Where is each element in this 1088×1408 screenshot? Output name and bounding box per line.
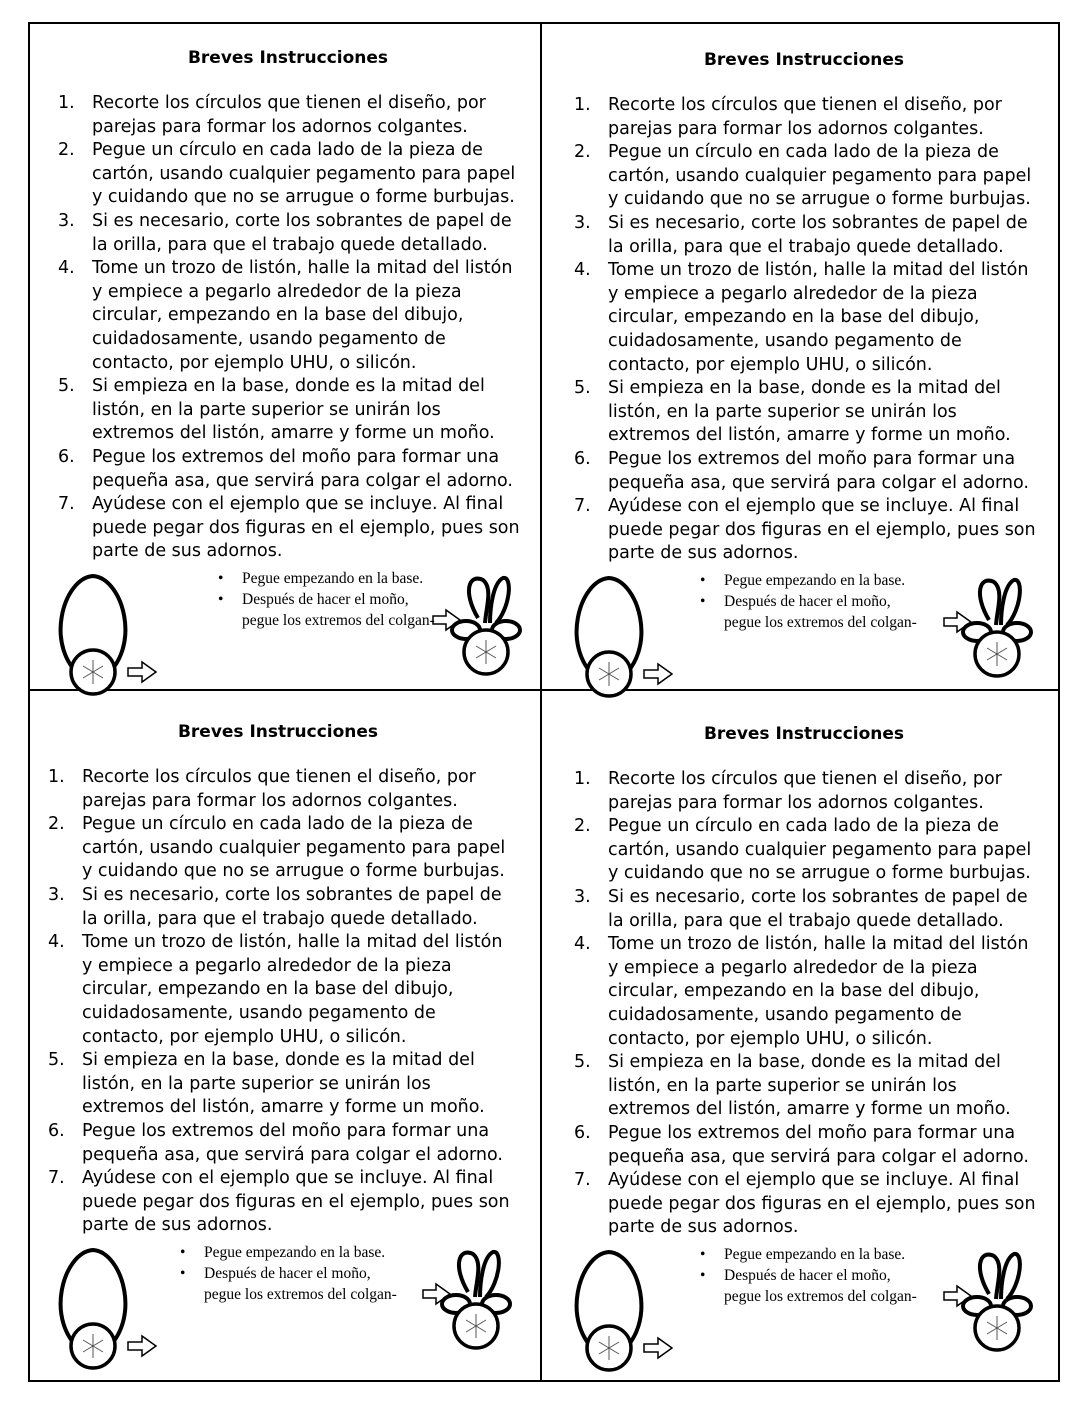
step-item xyxy=(574,141,1044,212)
ribbon-loop-figure xyxy=(577,578,672,696)
steps-list xyxy=(48,766,518,1238)
step-number: 6. xyxy=(574,1122,591,1143)
bow-loop-figure xyxy=(944,1254,1031,1350)
bullet-text: Pegue empezando en la base. xyxy=(242,570,424,587)
step-text: Pegue un círculo en cada lado de la pieza de cartón, usando cualquier pegamento para papel y cuidando que no se arrugue o forme burbujas. xyxy=(82,814,506,882)
steps-list xyxy=(58,92,528,564)
step-number: 2. xyxy=(574,142,591,163)
step-number: 3. xyxy=(48,884,65,905)
step-item xyxy=(574,1051,1044,1122)
step-number: 1. xyxy=(58,93,75,113)
bullet-dot: • xyxy=(700,572,706,589)
step-item xyxy=(48,1167,518,1238)
card-title: Breves Instrucciones xyxy=(703,724,905,744)
step-item xyxy=(574,1122,1044,1169)
card-title: Breves Instrucciones xyxy=(177,722,379,742)
bullet-continuation: pegue los extremos del colgan- xyxy=(204,1286,397,1303)
bullet-item xyxy=(176,1263,397,1284)
step-text: Pegue un círculo en cada lado de la pieza de cartón, usando cualquier pegamento para papel y cuidando que no se arrugue o forme burbujas. xyxy=(92,140,516,208)
step-item xyxy=(574,495,1044,566)
step-text: Si es necesario, corte los sobrantes de papel de la orilla, para que el trabajo quede detallado. xyxy=(608,886,1028,931)
bow-loop-figure xyxy=(433,578,520,674)
step-number: 4. xyxy=(574,934,591,955)
bullet-notes xyxy=(696,1244,917,1307)
step-item xyxy=(48,813,518,884)
step-item xyxy=(48,884,518,931)
step-number: 6. xyxy=(574,448,591,469)
bullet-dot: • xyxy=(700,593,706,610)
bullet-notes xyxy=(696,570,917,633)
bullet-text: Después de hacer el moño, xyxy=(242,591,409,608)
steps-list xyxy=(574,768,1044,1240)
step-text: Pegue los extremos del moño para formar una pequeña asa, que servirá para colgar el adorno. xyxy=(82,1120,503,1165)
bullet-item xyxy=(696,570,917,591)
step-item xyxy=(574,1169,1044,1240)
step-item xyxy=(574,94,1044,141)
step-text: Si es necesario, corte los sobrantes de papel de la orilla, para que el trabajo quede detallado. xyxy=(92,210,512,255)
step-number: 1. xyxy=(574,769,591,789)
bullet-continuation: pegue los extremos del colgan- xyxy=(724,1288,917,1305)
bullet-text: Después de hacer el moño, xyxy=(724,593,891,610)
step-text: Pegue los extremos del moño para formar una pequeña asa, que servirá para colgar el adorno. xyxy=(608,448,1029,493)
step-text: Recorte los círculos que tienen el diseño, por parejas para formar los adornos colgantes. xyxy=(608,95,1002,139)
step-item xyxy=(48,931,518,1049)
step-number: 2. xyxy=(48,814,65,835)
ribbon-loop-figure xyxy=(61,576,156,694)
bullet-notes xyxy=(214,568,435,631)
step-item xyxy=(574,815,1044,886)
bullet-item xyxy=(696,1244,917,1265)
step-number: 7. xyxy=(58,494,75,515)
step-number: 6. xyxy=(58,446,75,467)
step-text: Tome un trozo de listón, halle la mitad del listón y empiece a pegarlo alrededor de la pieza circular, empezando en la base del dibujo, cuidadosamente, usando pegamento de contacto, por ejemplo UHU, o silicón. xyxy=(608,934,1029,1049)
step-text: Si empieza en la base, donde es la mitad del listón, en la parte superior se unirán los extremos del listón, amarre y forme un moño. xyxy=(608,1052,1011,1120)
step-number: 3. xyxy=(574,886,591,907)
instruction-card-top-left xyxy=(38,48,538,708)
step-text: Si empieza en la base, donde es la mitad del listón, en la parte superior se unirán los extremos del listón, amarre y forme un moño. xyxy=(608,378,1011,446)
bullet-item xyxy=(214,568,435,589)
step-item xyxy=(574,377,1044,448)
step-number: 2. xyxy=(58,140,75,161)
card-title: Breves Instrucciones xyxy=(187,48,389,68)
instruction-card-top-right xyxy=(554,50,1054,710)
step-item xyxy=(574,212,1044,259)
step-text: Tome un trozo de listón, halle la mitad del listón y empiece a pegarlo alrededor de la pieza circular, empezando en la base del dibujo, cuidadosamente, usando pegamento de contacto, por ejemplo UHU, o silicón. xyxy=(608,260,1029,375)
vertical-cut-line xyxy=(540,22,542,1382)
step-item xyxy=(48,1049,518,1120)
ornament-illustration xyxy=(38,568,538,698)
step-text: Ayúdese con el ejemplo que se incluye. Al final puede pegar dos figuras en el ejemplo, pues son parte de sus adornos. xyxy=(82,1168,510,1236)
step-number: 4. xyxy=(48,932,65,953)
bullet-item xyxy=(214,589,435,610)
step-text: Recorte los círculos que tienen el diseño, por parejas para formar los adornos colgantes. xyxy=(92,93,486,137)
step-number: 2. xyxy=(574,816,591,837)
step-text: Pegue los extremos del moño para formar una pequeña asa, que servirá para colgar el adorno. xyxy=(608,1122,1029,1167)
step-text: Ayúdese con el ejemplo que se incluye. Al final puede pegar dos figuras en el ejemplo, pues son parte de sus adornos. xyxy=(608,496,1036,564)
bullet-dot: • xyxy=(700,1267,706,1284)
step-number: 7. xyxy=(574,496,591,517)
step-text: Pegue un círculo en cada lado de la pieza de cartón, usando cualquier pegamento para papel y cuidando que no se arrugue o forme burbujas. xyxy=(608,142,1032,210)
step-number: 3. xyxy=(574,212,591,233)
ornament-illustration xyxy=(554,570,1054,700)
bullet-continuation: pegue los extremos del colgan- xyxy=(724,614,917,631)
step-text: Ayúdese con el ejemplo que se incluye. Al final puede pegar dos figuras en el ejemplo, pues son parte de sus adornos. xyxy=(92,494,520,562)
ornament-illustration xyxy=(554,1244,1054,1374)
step-item xyxy=(58,210,528,257)
bow-loop-figure xyxy=(423,1252,510,1348)
steps-list xyxy=(574,94,1044,566)
bullet-dot: • xyxy=(180,1265,186,1282)
step-number: 5. xyxy=(48,1050,65,1071)
bow-loop-figure xyxy=(944,580,1031,676)
step-item xyxy=(574,933,1044,1051)
step-number: 4. xyxy=(574,260,591,281)
step-number: 7. xyxy=(48,1168,65,1189)
step-text: Si empieza en la base, donde es la mitad del listón, en la parte superior se unirán los extremos del listón, amarre y forme un moño. xyxy=(82,1050,485,1118)
step-text: Si es necesario, corte los sobrantes de papel de la orilla, para que el trabajo quede detallado. xyxy=(82,884,502,929)
step-number: 1. xyxy=(48,767,65,787)
step-text: Pegue un círculo en cada lado de la pieza de cartón, usando cualquier pegamento para papel y cuidando que no se arrugue o forme burbujas. xyxy=(608,816,1032,884)
ribbon-loop-figure xyxy=(577,1252,672,1370)
step-item xyxy=(58,257,528,375)
step-text: Tome un trozo de listón, halle la mitad del listón y empiece a pegarlo alrededor de la pieza circular, empezando en la base del dibujo, cuidadosamente, usando pegamento de contacto, por ejemplo UHU, o silicón. xyxy=(92,258,513,373)
step-item xyxy=(58,375,528,446)
bullet-item xyxy=(696,591,917,612)
instruction-card-bottom-left xyxy=(28,722,528,1382)
bullet-item xyxy=(696,1265,917,1286)
bullet-dot: • xyxy=(180,1244,186,1261)
step-text: Si empieza en la base, donde es la mitad del listón, en la parte superior se unirán los extremos del listón, amarre y forme un moño. xyxy=(92,376,495,444)
bullet-dot: • xyxy=(218,570,224,587)
bullet-text: Pegue empezando en la base. xyxy=(724,1246,906,1263)
step-number: 3. xyxy=(58,210,75,231)
step-item xyxy=(58,92,528,139)
step-number: 4. xyxy=(58,258,75,279)
step-number: 7. xyxy=(574,1170,591,1191)
bullet-text: Después de hacer el moño, xyxy=(724,1267,891,1284)
bullet-dot: • xyxy=(218,591,224,608)
step-text: Tome un trozo de listón, halle la mitad del listón y empiece a pegarlo alrededor de la pieza circular, empezando en la base del dibujo, cuidadosamente, usando pegamento de contacto, por ejemplo UHU, o silicón. xyxy=(82,932,503,1047)
step-item xyxy=(58,493,528,564)
step-item xyxy=(58,139,528,210)
ornament-illustration xyxy=(28,1242,528,1372)
instruction-card-bottom-right xyxy=(554,724,1054,1384)
step-text: Recorte los círculos que tienen el diseño, por parejas para formar los adornos colgantes. xyxy=(608,769,1002,813)
step-number: 5. xyxy=(574,378,591,399)
step-item xyxy=(574,259,1044,377)
step-item xyxy=(574,448,1044,495)
bullet-notes xyxy=(176,1242,397,1305)
step-item xyxy=(58,446,528,493)
bullet-text: Pegue empezando en la base. xyxy=(724,572,906,589)
bullet-item xyxy=(176,1242,397,1263)
step-item xyxy=(48,766,518,813)
bullet-continuation: pegue los extremos del colgan- xyxy=(242,612,435,629)
step-number: 6. xyxy=(48,1120,65,1141)
bullet-text: Pegue empezando en la base. xyxy=(204,1244,386,1261)
step-text: Pegue los extremos del moño para formar una pequeña asa, que servirá para colgar el adorno. xyxy=(92,446,513,491)
ribbon-loop-figure xyxy=(61,1250,156,1368)
step-item xyxy=(574,768,1044,815)
step-text: Ayúdese con el ejemplo que se incluye. Al final puede pegar dos figuras en el ejemplo, pues son parte de sus adornos. xyxy=(608,1170,1036,1238)
step-item xyxy=(574,886,1044,933)
bullet-dot: • xyxy=(700,1246,706,1263)
step-number: 5. xyxy=(574,1052,591,1073)
bullet-text: Después de hacer el moño, xyxy=(204,1265,371,1282)
step-text: Recorte los círculos que tienen el diseño, por parejas para formar los adornos colgantes. xyxy=(82,767,476,811)
step-number: 1. xyxy=(574,95,591,115)
step-number: 5. xyxy=(58,376,75,397)
step-text: Si es necesario, corte los sobrantes de papel de la orilla, para que el trabajo quede detallado. xyxy=(608,212,1028,257)
card-title: Breves Instrucciones xyxy=(703,50,905,70)
step-item xyxy=(48,1120,518,1167)
